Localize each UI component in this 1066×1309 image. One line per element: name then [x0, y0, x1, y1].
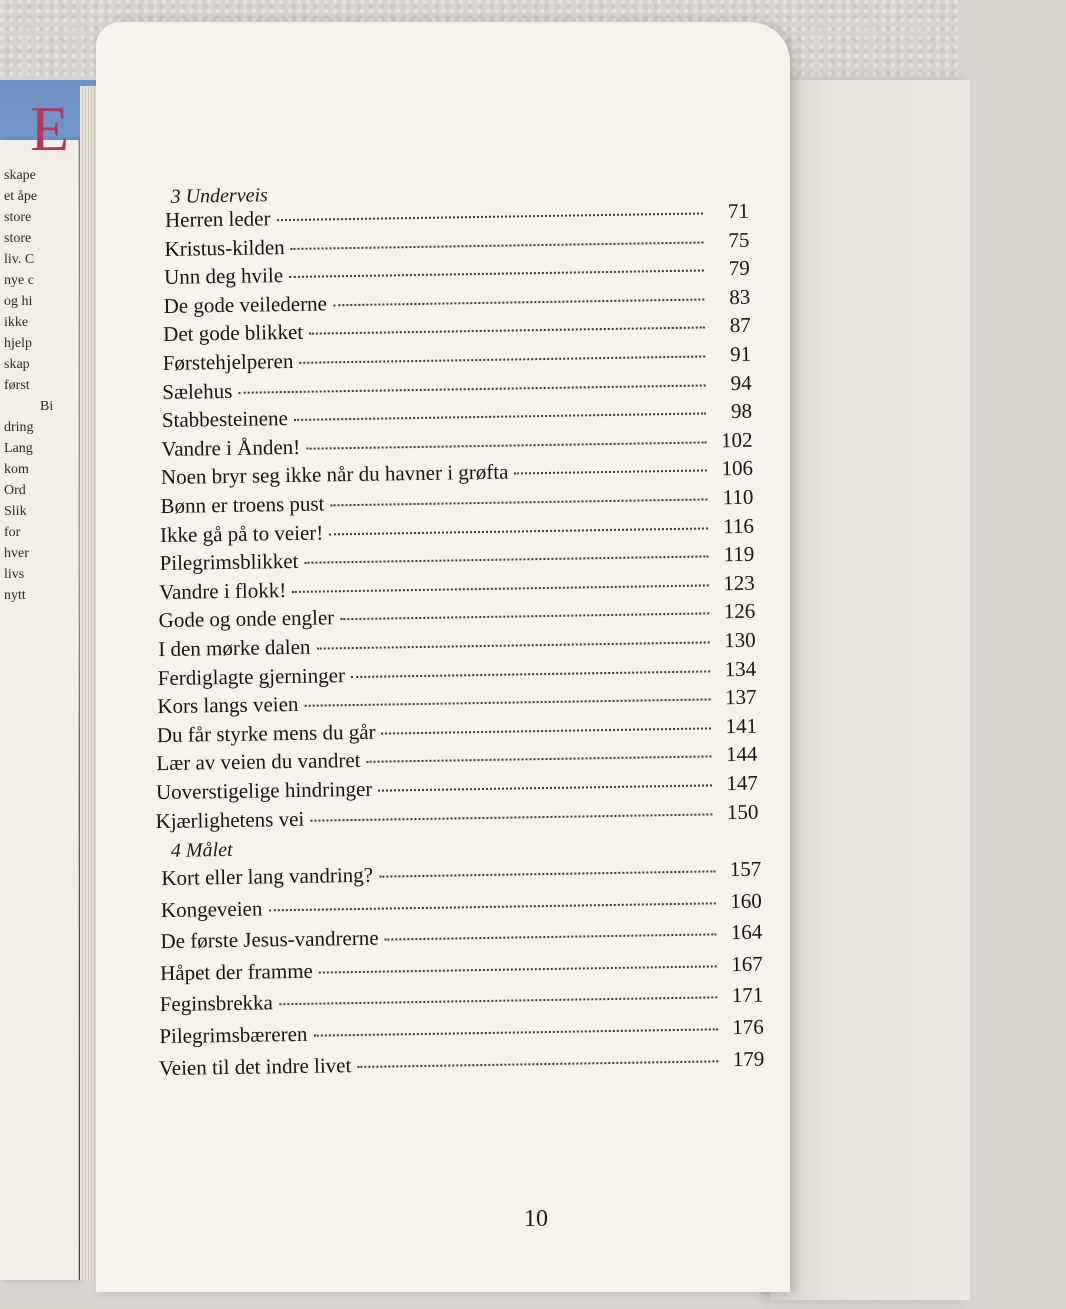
toc-entry-page: 130	[723, 627, 756, 653]
toc-entry-page: 160	[730, 888, 762, 913]
dot-leader	[309, 327, 705, 335]
page-text-fragment: hver	[4, 546, 29, 561]
toc-entry-title: Vandre i flokk!	[158, 577, 287, 604]
page-text-fragment: nytt	[4, 588, 26, 603]
toc-entry-page: 167	[731, 951, 763, 976]
dot-leader	[367, 756, 712, 763]
toc-entry-title: Det gode blikket	[163, 320, 304, 347]
dot-leader	[333, 298, 704, 306]
dot-leader	[304, 699, 710, 707]
page-text-fragment: ikke	[4, 315, 29, 330]
section-heading-malet: 4 Målet	[170, 838, 233, 862]
toc-entry-page: 179	[732, 1046, 765, 1071]
toc-entry-page: 83	[729, 284, 751, 309]
toc-entry-title: I den mørke dalen	[158, 634, 311, 662]
toc-entry-page: 87	[729, 313, 751, 338]
page-text-fragment: dring	[4, 420, 34, 435]
toc-entry-page: 134	[724, 656, 757, 681]
dot-leader	[304, 556, 708, 564]
dot-leader	[385, 934, 717, 941]
page-text-fragment: kom	[4, 462, 29, 477]
dot-leader	[357, 1060, 718, 1068]
dot-leader	[382, 727, 711, 734]
dot-leader	[313, 1028, 717, 1036]
toc-entry-title: Unn deg hvile	[163, 263, 284, 290]
toc-entry-title: Kort eller lang vandring?	[161, 862, 374, 891]
toc-entry-title: Gode og onde engler	[158, 605, 335, 633]
toc-entry-page: 123	[723, 570, 755, 596]
page-text-fragment: store	[4, 231, 32, 246]
dot-leader	[340, 613, 709, 621]
dot-leader	[330, 498, 707, 506]
page-text-fragment: og hi	[4, 294, 33, 309]
toc-entry-page: 137	[724, 684, 757, 710]
toc-entry-title: Kristus-kilden	[164, 234, 285, 261]
toc-entry-title: Herren leder	[164, 206, 271, 232]
toc-entry-page: 106	[721, 456, 754, 481]
toc-entry-title: Ferdiglagte gjerninger	[157, 662, 346, 690]
toc-entry	[159, 1046, 765, 1082]
toc-entry-title: Håpet der framme	[159, 958, 314, 985]
page-text-fragment: Bi	[40, 399, 54, 414]
table-of-contents	[86, 14, 1066, 1309]
dot-leader	[306, 441, 706, 449]
toc-entry-title: Ikke gå på to veier!	[159, 520, 324, 547]
page-text-fragment: Lang	[4, 441, 33, 456]
toc-entry-title: Lær av veien du vandret	[156, 748, 361, 776]
page-text-fragment: Ord	[4, 483, 26, 498]
toc-entry-page: 94	[730, 370, 752, 395]
dot-leader	[319, 965, 717, 973]
dot-leader	[329, 527, 708, 535]
dot-leader	[277, 212, 703, 221]
toc-entry-title: Veien til det indre livet	[158, 1052, 352, 1080]
toc-entry-title: De første Jesus-vandrerne	[160, 925, 379, 954]
section-heading-underveis: 3 Underveis	[170, 184, 269, 208]
toc-entry-page: 116	[722, 513, 755, 538]
toc-entry-title: Vandre i Ånden!	[161, 434, 301, 461]
toc-entry-title: Noen bryr seg ikke når du havner i grøfta	[160, 459, 509, 490]
toc-entry-title: Kors langs veien	[157, 692, 299, 719]
page-text-fragment: et åpe	[4, 189, 38, 204]
toc-entry-title: Sælehus	[162, 378, 233, 404]
dot-leader	[514, 470, 707, 475]
toc-entry-page: 144	[725, 742, 758, 767]
page-text-fragment: skape	[4, 168, 36, 183]
dot-leader	[294, 413, 706, 421]
toc-entry	[161, 888, 762, 923]
dot-leader	[310, 813, 712, 821]
toc-entry-title: Stabbesteinene	[161, 406, 288, 433]
page-text-fragment: skap	[4, 357, 30, 372]
toc-entry-page: 157	[729, 856, 762, 882]
toc-entry-page: 71	[727, 198, 750, 224]
toc-entry-title: Kongeveien	[160, 896, 263, 922]
toc-entry	[159, 1015, 764, 1050]
toc-entry-page: 110	[722, 484, 754, 510]
toc-entry-title: Pilegrimsbæreren	[159, 1021, 308, 1049]
toc-entry	[160, 920, 762, 955]
dot-leader	[316, 641, 709, 649]
toc-entry-title: Du får styrke mens du går	[156, 719, 376, 747]
page-text-fragment: for	[4, 525, 21, 540]
book-page	[96, 22, 790, 1292]
previous-page-edge	[0, 93, 79, 1280]
page-text-fragment: store	[4, 210, 32, 225]
toc-entry-page: 98	[730, 398, 753, 424]
dot-leader	[289, 270, 704, 279]
toc-entry-page: 126	[723, 599, 756, 624]
dot-leader	[378, 784, 712, 791]
page-text-fragment: først	[4, 378, 30, 393]
dot-leader	[379, 870, 715, 877]
toc-entry-page: 119	[723, 541, 755, 567]
page-text-fragment: Slik	[4, 504, 27, 519]
toc-entry-page: 150	[726, 799, 759, 824]
dot-leader	[291, 241, 704, 249]
page-number: 10	[524, 1206, 548, 1232]
toc-entry-page: 102	[720, 427, 753, 453]
toc-entry-title: De gode veilederne	[163, 291, 328, 318]
toc-entry-title: Kjærlighetens vei	[155, 806, 305, 833]
toc-entry-title: Uoverstigelige hindringer	[155, 776, 373, 805]
drop-cap-letter: E	[30, 93, 70, 164]
page-text-fragment: livs	[4, 567, 25, 582]
toc-entry-page: 75	[728, 227, 750, 252]
dot-leader	[279, 997, 717, 1006]
toc-entry-title: Feginsbrekka	[159, 990, 274, 1017]
toc-entry-page: 176	[732, 1014, 764, 1040]
dot-leader	[351, 670, 710, 678]
toc-entry-page: 91	[729, 341, 752, 367]
dot-leader	[238, 384, 705, 393]
toc-entry-page: 79	[728, 255, 751, 281]
page-text-fragment: hjelp	[4, 336, 32, 351]
page-text-fragment: liv. C	[4, 252, 35, 267]
page-text-fragment: nye c	[4, 273, 34, 288]
dot-leader	[268, 902, 715, 911]
toc-entry-page: 171	[731, 983, 764, 1008]
dot-leader	[299, 355, 705, 363]
toc-entry-title: Førstehjelperen	[162, 348, 294, 375]
toc-entry-page: 164	[730, 919, 763, 945]
toc-entry-title: Bønn er troens pust	[160, 491, 325, 519]
dot-leader	[292, 584, 709, 593]
toc-entry	[160, 983, 764, 1018]
toc-entry-page: 141	[725, 713, 758, 738]
toc-entry-page: 147	[726, 770, 759, 796]
toc-entry	[160, 951, 763, 986]
toc-entry	[161, 857, 761, 892]
toc-entry-title: Pilegrimsblikket	[159, 549, 299, 576]
